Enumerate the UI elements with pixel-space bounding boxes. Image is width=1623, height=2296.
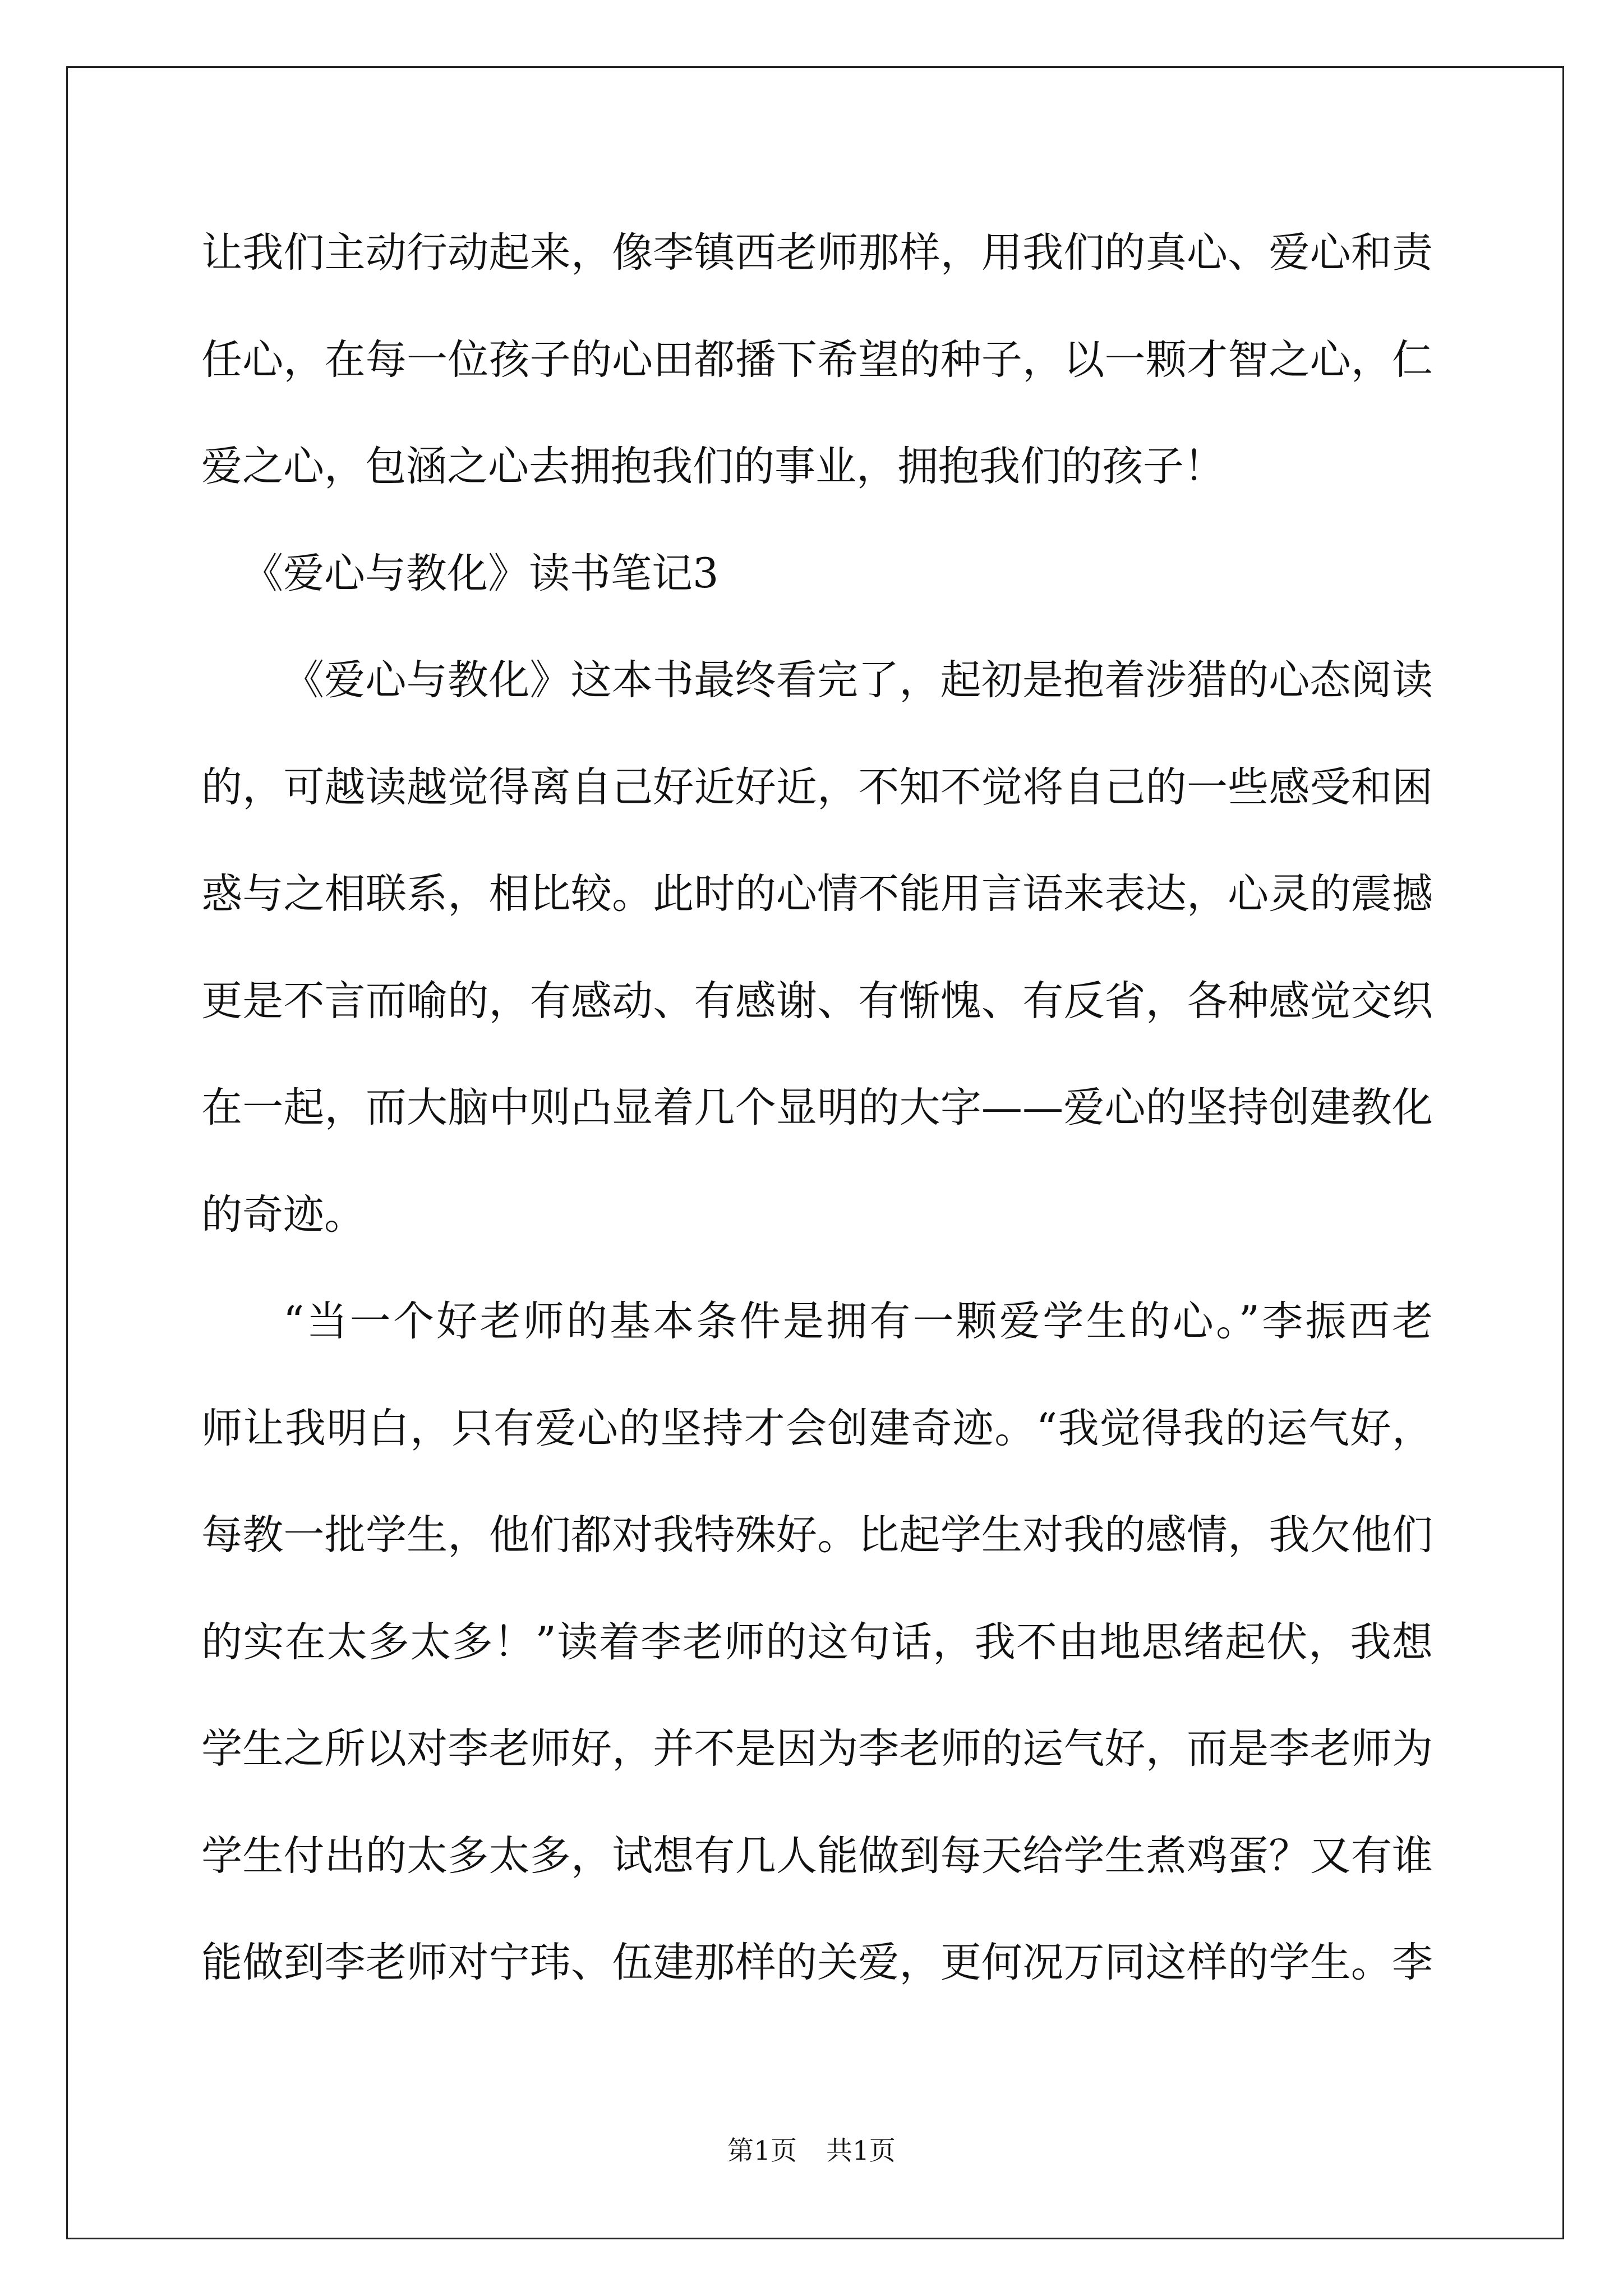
line [201,1162,1433,1269]
line [201,734,1433,841]
line-text: 更是不言而喻的，有感动、有感谢、有惭愧、有反省，各种感觉交织 [201,977,1433,1025]
line-text: 的实在太多太多！”读着李老师的这句话，我不由地思绪起伏，我想 [201,1618,1434,1666]
line [201,200,1433,307]
line-text: 学生之所以对李老师好，并不是因为李老师的运气好，而是李老师为 [201,1725,1433,1773]
line-text: 《爱心与教化》这本书最终看完了，起初是抱着涉猎的心态阅读 [283,656,1433,704]
line-text: 能做到李老师对宁玮、伍建那样的关爱，更何况万同这样的学生。李 [201,1939,1433,1986]
line-text: 学生付出的太多太多，试想有几人能做到每天给学生煮鸡蛋？又有谁 [201,1832,1433,1880]
page-footer [0,2134,1623,2168]
heading-text: 《爱心与教化》读书笔记3 [242,549,719,597]
paragraph [201,1268,1436,2017]
line-text: 爱之心，包涵之心去拥抱我们的事业，拥抱我们的孩子！ [201,443,1225,490]
line-text: 的，可越读越觉得离自己好近好近，不知不觉将自己的一些感受和困 [201,763,1433,811]
line-text: 每教一批学生，他们都对我特殊好。比起学生对我的感情，我欠他们 [201,1511,1433,1559]
line [201,413,1433,521]
line [201,627,1433,734]
line-text: “当一个好老师的基本条件是拥有一颗爱学生的心。”李振西老 [283,1297,1436,1345]
line-text: 师让我明白，只有爱心的坚持才会创建奇迹。“我觉得我的运气好， [201,1404,1434,1452]
section-heading [201,521,1433,628]
line-text: 的奇迹。 [201,1190,365,1239]
page-total: 共1页 [826,2136,896,2166]
line [201,1910,1433,2017]
line-text: 在一起，而大脑中则凸显着几个显明的大字——爱心的坚持创建教化 [201,1084,1433,1131]
document-body [201,200,1436,2017]
line-text: 让我们主动行动起来，像李镇西老师那样，用我们的真心、爱心和责 [201,229,1433,277]
paragraph [201,200,1433,521]
line [201,1055,1433,1162]
line [201,1696,1433,1803]
paragraph [201,627,1433,1268]
line [201,307,1433,414]
line-text: 惑与之相联系，相比较。此时的心情不能用言语来表达，心灵的震撼 [201,870,1433,918]
page-number: 第1页 [727,2136,797,2166]
line-text: 任心，在每一位孩子的心田都播下希望的种子，以一颗才智之心，仁 [201,335,1433,384]
line [201,1268,1436,1375]
line [201,841,1433,948]
line [201,948,1433,1055]
line [201,1803,1433,1910]
line [201,1375,1433,1483]
line [201,1482,1433,1589]
line [201,1589,1433,1696]
